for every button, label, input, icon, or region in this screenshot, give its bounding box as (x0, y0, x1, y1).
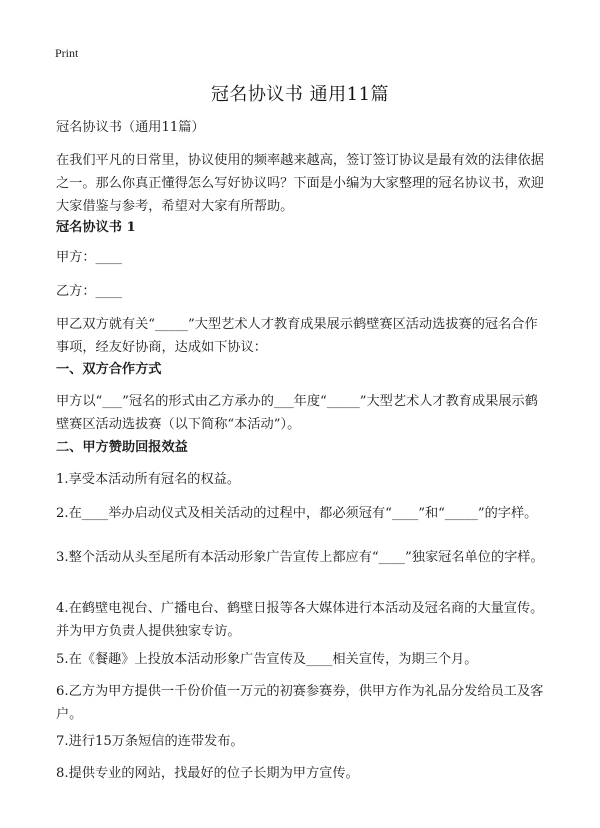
benefit-item: 7.进行15万条短信的连带发布。 (56, 734, 244, 749)
benefit-item: 5.在《餐趣》上投放本活动形象广告宣传及____相关宣传，为期三个月。 (56, 652, 478, 667)
benefit-item: 2.在____举办启动仪式及相关活动的过程中，都必须冠有“____”和“_____”的字样。 (56, 506, 538, 521)
heading-cooperation: 一、双方合作方式 (56, 362, 162, 377)
cooperation-paragraph: 甲方以“___”冠名的形式由乙方承办的___年度“_____”大型艺术人才教育成果展示鹤壁赛区活动选拔赛（以下简称“本活动”）。 (56, 394, 538, 432)
print-label: Print (55, 46, 79, 60)
benefit-item: 4.在鹤壁电视台、广播电台、鹤壁日报等各大媒体进行本活动及冠名商的大量宣传。并为甲方负责人提供独家专访。 (56, 601, 544, 639)
party-a-line: 甲方：____ (56, 250, 122, 265)
section-title: 冠名协议书 1 (56, 220, 136, 235)
document-title: 冠名协议书 通用11篇 (210, 84, 390, 105)
benefit-item: 8.提供专业的网站，找最好的位子长期为甲方宣传。 (56, 766, 359, 781)
benefit-item: 6.乙方为甲方提供一千份价值一万元的初赛参赛券，供甲方作为礼品分发给员工及客户。 (56, 684, 544, 722)
heading-benefits: 二、甲方赞助回报效益 (56, 440, 188, 455)
benefit-item: 1.享受本活动所有冠名的权益。 (56, 472, 241, 487)
document-subtitle: 冠名协议书（通用11篇） (56, 120, 205, 135)
intro-paragraph: 在我们平凡的日常里，协议使用的频率越来越高，签订签订协议是最有效的法律依据之一。那么你真正懂得怎么写好协议吗？下面是小编为大家整理的冠名协议书，欢迎大家借鉴与参考，希望对大家有所帮助。 (56, 153, 544, 214)
party-b-line: 乙方：____ (56, 284, 122, 299)
agreement-intro-paragraph: 甲乙双方就有关“_____”大型艺术人才教育成果展示鹤壁赛区活动选拔赛的冠名合作事项，经友好协商，达成如下协议： (56, 317, 538, 355)
benefit-item: 3.整个活动从头至尾所有本活动形象广告宣传上都应有“____”独家冠名单位的字样。 (56, 550, 544, 565)
